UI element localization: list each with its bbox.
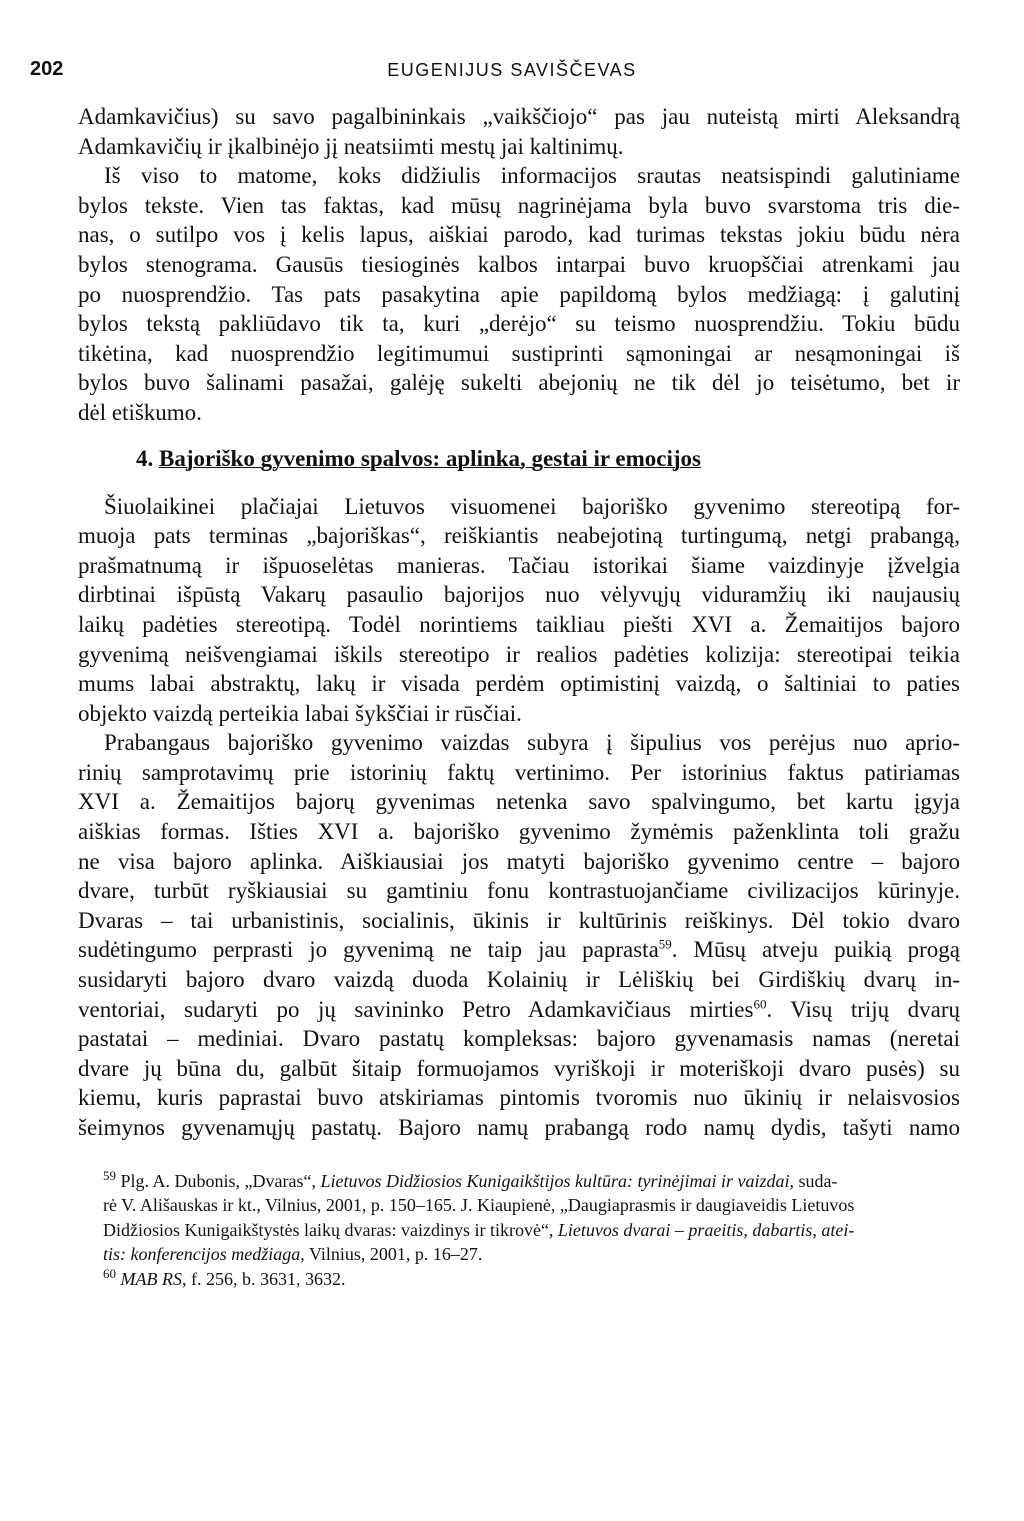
text-line bbox=[78, 995, 960, 1025]
text-line bbox=[78, 935, 960, 965]
text-span: , Vilnius, 2001, p. 16–27. bbox=[300, 1244, 483, 1265]
text-line: dvare jų būna du, galbūt šitaip formuojamos vyriškoji ir moteriškoji dvaro pusės) su bbox=[78, 1055, 960, 1081]
text-span: Didžiosios Kunigaikštystės laikų dvaras: vaizdinys ir tikrovė“, bbox=[103, 1219, 558, 1240]
section-number: 4. bbox=[136, 445, 154, 471]
text-span: . Mūsų atveju puikią progą bbox=[671, 937, 960, 963]
page-header bbox=[0, 58, 1024, 88]
paragraph-2 bbox=[78, 161, 960, 427]
text-line: Iš viso to matome, koks didžiulis informacijos srautas neatsispindi galutiniame bbox=[104, 163, 960, 189]
text-span: ventoriai, sudaryti po jų savininko Petro Adamkavičiaus mirties bbox=[78, 996, 754, 1022]
footnote-line bbox=[103, 1169, 960, 1194]
body-text bbox=[78, 102, 960, 1291]
text-line: mums labai abstraktų, lakų ir visada perdėm optimistinį vaizdą, o šaltiniai to paties bbox=[78, 671, 960, 697]
text-line: dvare, turbūt ryškiausiai su gamtiniu fonu kontrastuojančiame civilizacijos kūrinyje. bbox=[78, 878, 960, 904]
text-line: prašmatnumą ir išpuoselėtas manieras. Tačiau istorikai šiame vaizdinyje įžvelgia bbox=[78, 552, 960, 578]
text-line: bylos buvo šalinami pasažai, galėję sukelti abejonių ne tik dėl jo teisėtumo, bet ir bbox=[78, 370, 960, 396]
footnote-number: 59 bbox=[103, 1167, 116, 1183]
text-span: . Visų trijų dvarų bbox=[766, 996, 960, 1022]
footnote-line: rė V. Ališauskas ir kt., Vilnius, 2001, p. 150–165. J. Kiaupienė, „Daugiaprasmis ir daugiaveidis Lietuvos bbox=[103, 1195, 855, 1216]
text-line: susidaryti bajoro dvaro vaizdą duoda Kolainių ir Lėliškių bei Girdiškių dvarų in- bbox=[78, 967, 960, 993]
text-line: dėl etiškumo. bbox=[78, 399, 202, 425]
text-line: rinių samprotavimų prie istorinių faktų vertinimo. Per istorinius faktus patiriamas bbox=[78, 759, 960, 785]
footnote-line bbox=[103, 1242, 960, 1267]
section-heading bbox=[78, 446, 960, 472]
text-line: dirbtinai išpūstą Vakarų pasaulio bajorijos nuo vėlyvųjų viduramžių iki naujausių bbox=[78, 582, 960, 608]
text-line: Šiuolaikinei plačiajai Lietuvos visuomenei bajoriško gyvenimo stereotipą for- bbox=[104, 493, 960, 519]
text-line: bylos tekste. Vien tas faktas, kad mūsų nagrinėjama byla buvo svarstoma tris die- bbox=[78, 192, 960, 218]
text-line: Dvaras – tai urbanistinis, socialinis, ūkinis ir kultūrinis reiškinys. Dėl tokio dvaro bbox=[78, 907, 960, 933]
citation-title: Lietuvos Didžiosios Kunigaikštijos kultūra: tyrinėjimai ir vaizdai bbox=[320, 1170, 790, 1191]
text-line: aiškias formas. Išties XVI a. bajoriško gyvenimo žymėmis paženklinta toli gražu bbox=[78, 819, 960, 845]
footnote-line bbox=[103, 1267, 960, 1292]
footnote-number: 60 bbox=[103, 1265, 116, 1281]
paragraph-4 bbox=[78, 728, 960, 1142]
text-span: , suda- bbox=[789, 1170, 838, 1191]
text-line: bylos tekstą pakliūdavo tik ta, kuri „derėjo“ su teismo nuosprendžiu. Tokiu būdu bbox=[78, 311, 960, 337]
text-line: tikėtina, kad nuosprendžio legitimumui sustiprinti sąmoningai ar nesąmoningai iš bbox=[78, 340, 960, 366]
citation-title: tis: konferencijos medžiaga bbox=[103, 1244, 301, 1265]
text-line: Prabangaus bajoriško gyvenimo vaizdas subyra į šipulius vos perėjus nuo aprio- bbox=[104, 730, 960, 756]
text-line: ne visa bajoro aplinka. Aiškiausiai jos matyti bajoriško gyvenimo centre – bajoro bbox=[78, 848, 960, 874]
citation-title: Lietuvos dvarai – praeitis, dabartis, atei- bbox=[557, 1219, 855, 1240]
text-span: Plg. A. Dubonis, „Dvaras“, bbox=[120, 1170, 321, 1191]
text-span: sudėtingumo perprasti jo gyvenimą ne taip jau paprasta bbox=[78, 937, 659, 963]
paragraph-1 bbox=[78, 102, 960, 161]
text-line: XVI a. Žemaitijos bajorų gyvenimas netenka savo spalvingumo, bet kartu įgyja bbox=[78, 789, 960, 815]
footnotes bbox=[78, 1169, 960, 1292]
text-span: , f. 256, b. 3631, 3632. bbox=[181, 1268, 346, 1289]
footnote-line bbox=[103, 1218, 960, 1243]
running-head: EUGENIJUS SAVIŠČEVAS bbox=[387, 60, 637, 80]
paragraph-3 bbox=[78, 492, 960, 729]
footnote-59 bbox=[103, 1169, 960, 1267]
footnote-ref-60[interactable]: 60 bbox=[753, 995, 767, 1011]
text-line: muoja pats terminas „bajoriškas“, reiškiantis neabejotiną turtingumą, netgi prabangą, bbox=[78, 523, 960, 549]
text-line: objekto vaizdą perteikia labai šykščiai ir rūsčiai. bbox=[78, 700, 522, 726]
page-number: 202 bbox=[30, 58, 64, 80]
text-line: Adamkavičius) su savo pagalbininkais „vaikščiojo“ pas jau nuteistą mirti Aleksandrą bbox=[78, 104, 960, 129]
text-line: pastatai – mediniai. Dvaro pastatų kompleksas: bajoro gyvenamasis namas (neretai bbox=[78, 1026, 960, 1052]
text-line: gyvenimą neišvengiamai iškils stereotipo ir realios padėties kolizija: stereotipai teikia bbox=[78, 641, 960, 667]
text-line: laikų padėties stereotipą. Todėl norintiems taikliau piešti XVI a. Žemaitijos bajoro bbox=[78, 611, 960, 637]
footnote-ref-59[interactable]: 59 bbox=[658, 936, 672, 952]
text-line: po nuosprendžio. Tas pats pasakytina apie papildomą bylos medžiagą: į galutinį bbox=[78, 281, 960, 307]
footnote-60 bbox=[103, 1267, 960, 1292]
text-line: Adamkavičių ir įkalbinėjo jį neatsiimti mestų jai kaltinimų. bbox=[78, 133, 624, 159]
text-line: nas, o sutilpo vos į kelis lapus, aiškiai parodo, kad turimas tekstas jokiu būdu nėra bbox=[78, 222, 960, 248]
citation-title: MAB RS bbox=[120, 1268, 182, 1289]
text-line: bylos stenograma. Gausūs tiesioginės kalbos intarpai buvo kruopščiai atrenkami jau bbox=[78, 251, 960, 277]
text-line: šeimynos gyvenamųjų pastatų. Bajoro namų prabangą rodo namų dydis, tašyti namo bbox=[78, 1115, 960, 1140]
section-title: Bajoriško gyvenimo spalvos: aplinka, gestai ir emocijos bbox=[159, 445, 702, 471]
text-line: kiemu, kuris paprastai buvo atskiriamas pintomis tvoromis nuo ūkinių ir nelaisvosios bbox=[78, 1085, 960, 1111]
